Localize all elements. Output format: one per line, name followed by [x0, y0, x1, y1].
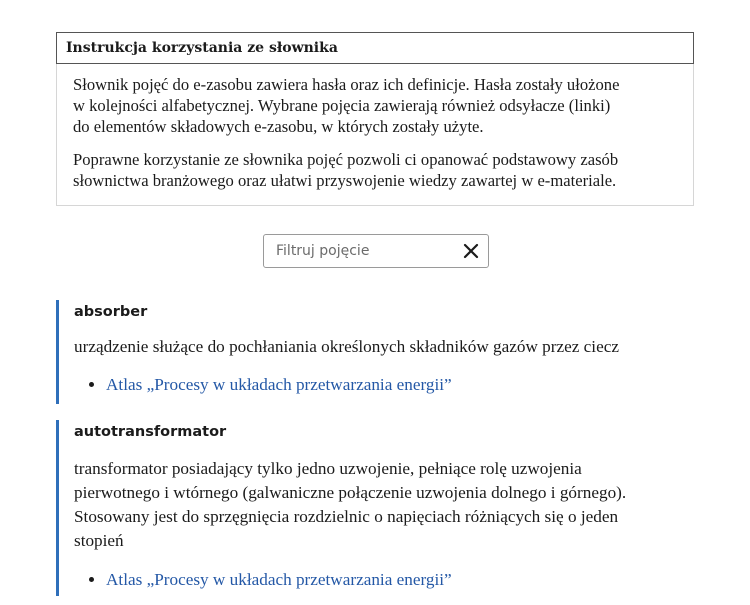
instructions-line: w kolejności alfabetycznej. Wybrane pojęcia zawierają również odsyłacze (linki) [73, 96, 611, 115]
definition-line: Stosowany jest do sprzęgnięcia rozdzielnic o napięciach różniących się o jeden [74, 507, 619, 526]
instructions-title: Instrukcja korzystania ze słownika [56, 32, 694, 64]
list-item [106, 569, 696, 591]
instructions-body [57, 64, 693, 205]
definition-line: stopień [74, 531, 124, 550]
instructions-paragraph-1 [73, 74, 677, 137]
instructions-line: Słownik pojęć do e-zasobu zawiera hasła oraz ich definicje. Hasła zostały ułożone [73, 75, 620, 94]
definition-line: transformator posiadający tylko jedno uzwojenie, pełniące rolę uzwojenia [74, 459, 582, 478]
instructions-line: słownictwa branżowego oraz ułatwi przyswojenie wiedzy zawartej w e-materiale. [73, 171, 617, 190]
glossary-entry-autotransformator [56, 420, 696, 596]
entry-links [74, 374, 696, 396]
instructions-line: Poprawne korzystanie ze słownika pojęć pozwoli ci opanować podstawowy zasób [73, 150, 619, 169]
entry-definition [74, 457, 696, 553]
dictionary-instructions-panel [56, 32, 694, 206]
entry-links [74, 569, 696, 591]
entry-definition [74, 335, 696, 359]
atlas-link[interactable]: Atlas „Procesy w układach przetwarzania energii” [106, 375, 452, 394]
entry-term: autotransformator [74, 424, 227, 440]
entry-term: absorber [74, 304, 148, 320]
list-item [106, 374, 696, 396]
atlas-link[interactable]: Atlas „Procesy w układach przetwarzania energii” [106, 570, 452, 589]
definition-line: pierwotnego i wtórnego (galwaniczne połączenie uzwojenia dolnego i górnego). [74, 483, 627, 502]
filter-input[interactable] [264, 236, 456, 266]
definition-line: urządzenie służące do pochłaniania określonych składników gazów przez ciecz [74, 337, 619, 356]
close-icon[interactable] [462, 242, 480, 260]
instructions-line: do elementów składowych e-zasobu, w których zostały użyte. [73, 117, 484, 136]
instructions-paragraph-2 [73, 149, 677, 191]
glossary-entry-absorber [56, 300, 696, 404]
term-filter [263, 234, 489, 268]
